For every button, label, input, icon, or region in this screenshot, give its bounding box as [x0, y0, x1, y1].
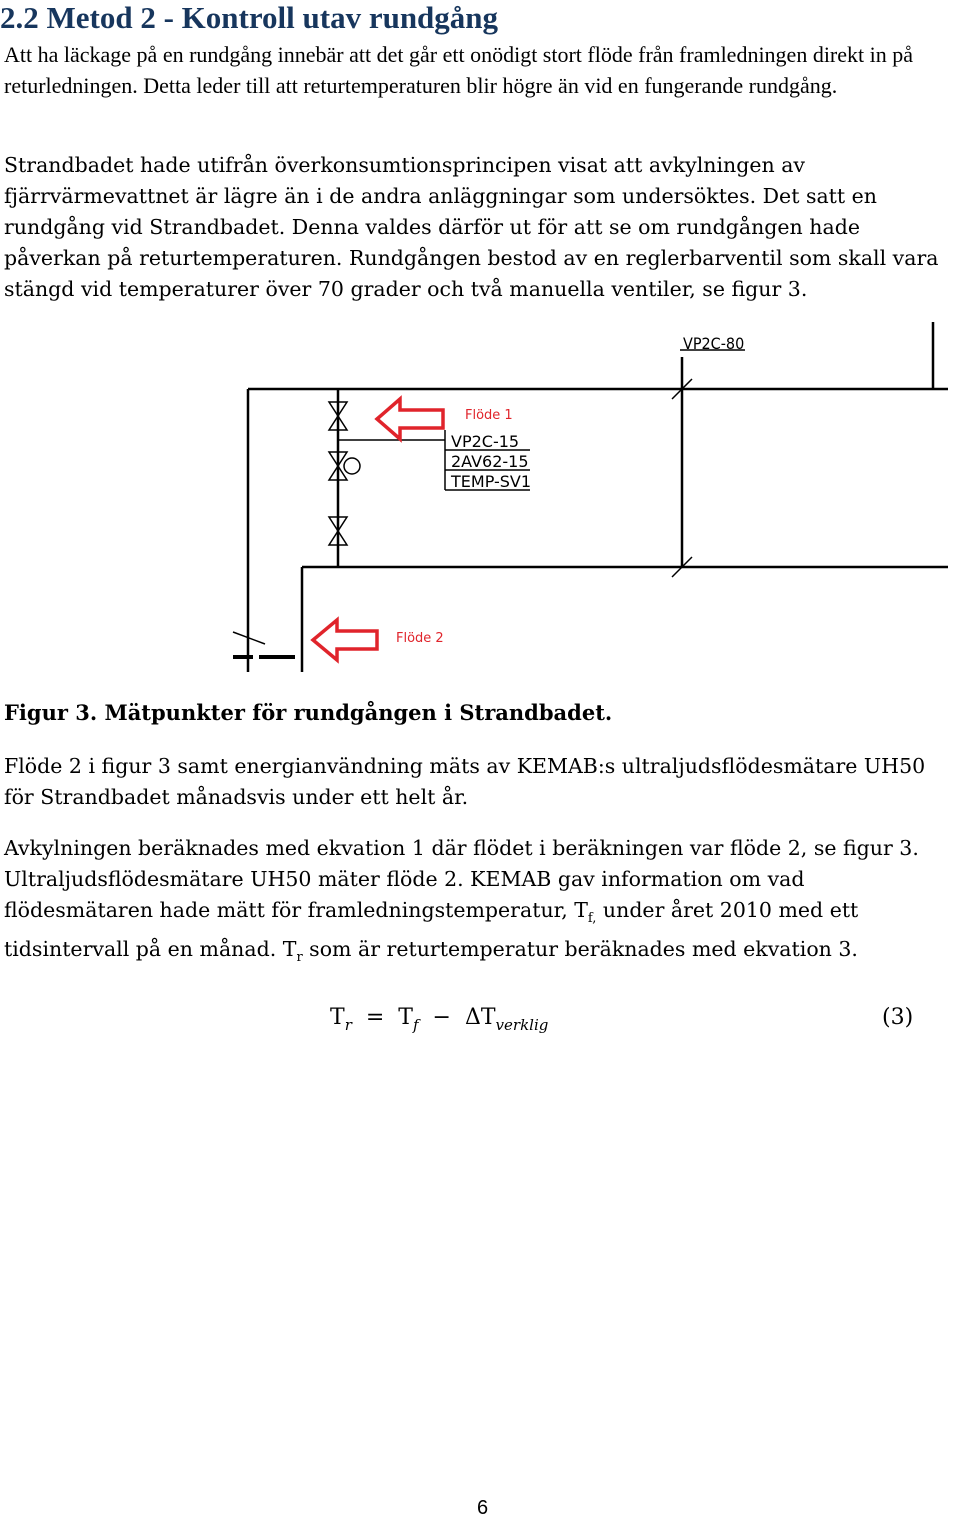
- pipes: [248, 322, 948, 672]
- equation-3: [0, 1005, 960, 1045]
- valve-label-1: VP2C-15: [451, 432, 520, 451]
- eq-term2-sub: verklig: [495, 1016, 549, 1034]
- valve-label-3: TEMP-SV1: [451, 472, 532, 491]
- arrow2-label: Flöde 2: [396, 631, 444, 646]
- equation-number: (3): [882, 1005, 914, 1030]
- eq-equals: =: [365, 1005, 385, 1030]
- arrow-flode-1: [377, 399, 443, 439]
- eq-term1-sub: f: [412, 1016, 419, 1034]
- valve-actuator: [344, 458, 360, 474]
- page-number: 6: [477, 1497, 489, 1519]
- eq-minus: −: [432, 1005, 451, 1030]
- equation-expression: [330, 1005, 548, 1034]
- paragraph-avkylning-part1: Avkylningen beräknades med ekvation 1 där flödet i beräkningen var flöde 2, se figur 3. Ultraljudsflödesmätare UH50 mäter flöde 2. KEMAB gav information om vad flödesmätaren hade mätt för framledningstemperatur, T: [4, 836, 919, 922]
- paragraph-avkylning: [4, 833, 959, 973]
- eq-lhs-sub: r: [344, 1016, 352, 1034]
- piping-diagram: [225, 322, 960, 680]
- pipe-label-top: VP2C-80: [683, 334, 745, 353]
- flow-arrows: [313, 399, 443, 660]
- valve-label-2: 2AV62-15: [451, 452, 529, 471]
- section-heading: 2.2 Metod 2 - Kontroll utav rundgång: [0, 0, 499, 35]
- figure-3-schematic: [225, 322, 960, 680]
- arrow1-label: Flöde 1: [465, 408, 513, 423]
- figure-caption: Figur 3. Mätpunkter för rundgången i Strandbadet.: [4, 700, 613, 725]
- subscript-r: r: [296, 950, 303, 966]
- paragraph-leakage: Att ha läckage på en rundgång innebär att det går ett onödigt stort flöde från framledningen direkt in på returledningen. Detta leder till att returtemperaturen blir högre än vid en fungerande rundgång.: [4, 42, 914, 98]
- eq-lhs: T: [330, 1005, 345, 1030]
- paragraph-strandbadet: Strandbadet hade utifrån överkonsumtionsprincipen visat att avkylningen av fjärrvärmevattnet är lägre än i de andra anläggningar som undersöktes. Det satt en rundgång vid Strandbadet. Denna valdes därför ut för att se om rundgången hade påverkan på returtemperaturen. Rundgången bestod av en reglerbarventil som skall vara stängd vid temperaturer över 70 grader och två manuella ventiler, se figur 3.: [4, 153, 939, 301]
- eq-term1: T: [398, 1005, 413, 1030]
- paragraph-avkylning-part3: som är returtemperatur beräknades med ekvation 3.: [302, 937, 858, 962]
- valves: [329, 402, 360, 545]
- eq-term2: ΔT: [464, 1005, 496, 1030]
- paragraph-flode2: Flöde 2 i figur 3 samt energianvändning mäts av KEMAB:s ultraljudsflödesmätare UH50 för Strandbadet månadsvis under ett helt år.: [4, 754, 926, 809]
- paragraph-avkylning-part2: under året 2010 med ett tidsintervall på en månad. T: [4, 898, 859, 962]
- subscript-f: f,: [587, 911, 597, 927]
- arrow-flode-2: [313, 620, 377, 660]
